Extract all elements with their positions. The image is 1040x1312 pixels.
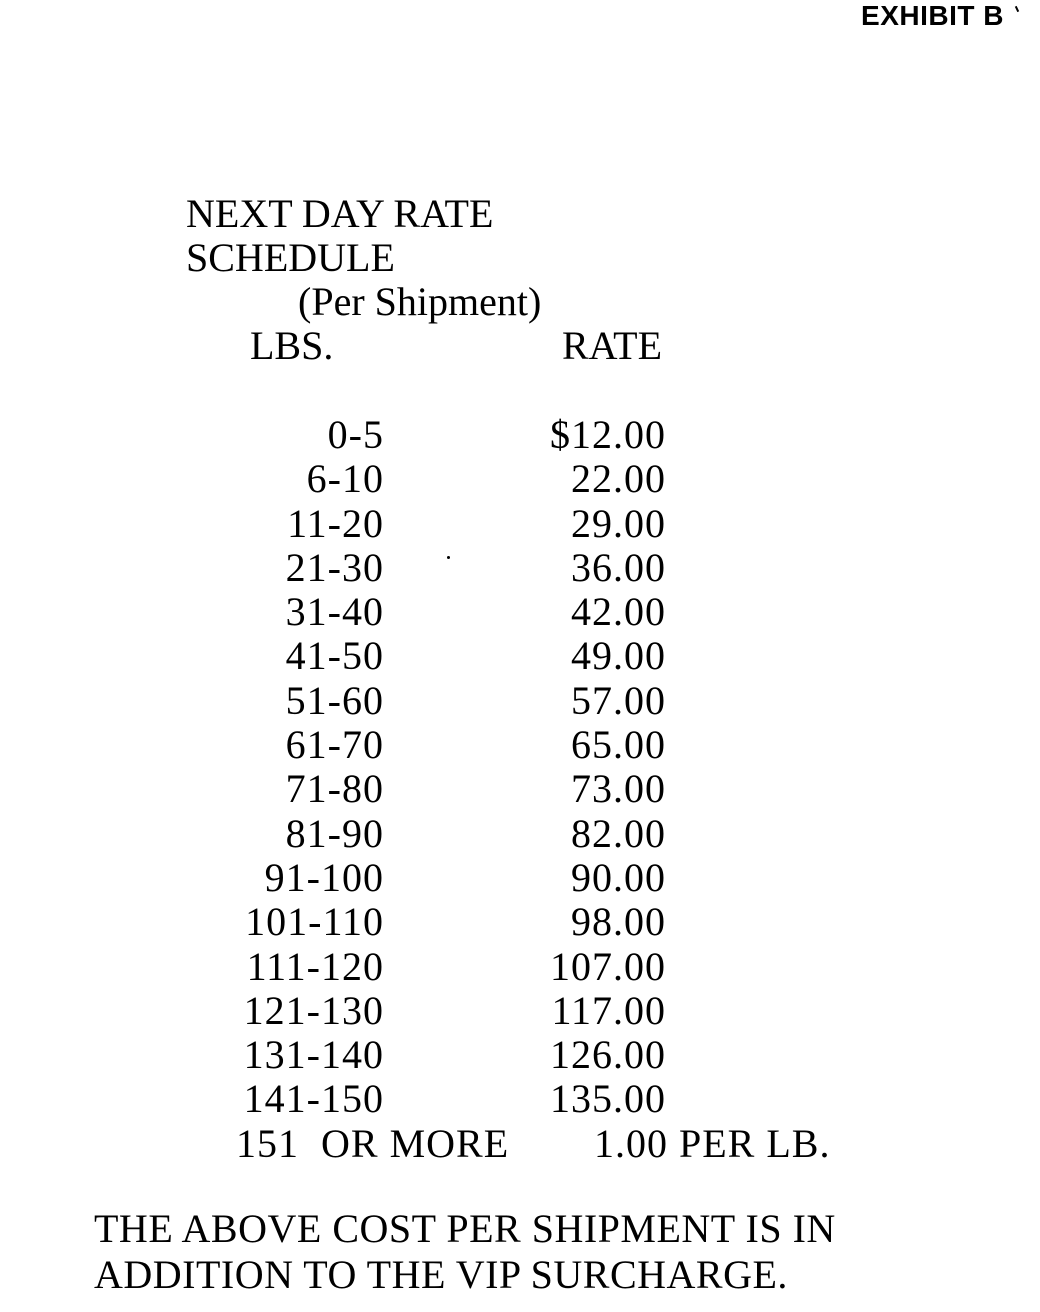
rate-row <box>0 590 1040 634</box>
rate-row <box>0 1122 1040 1166</box>
weight-range-cell: 81-90 <box>285 810 384 856</box>
rate-row <box>0 502 1040 546</box>
weight-range-cell: 21-30 <box>285 544 384 590</box>
exhibit-label: EXHIBIT B <box>861 0 1004 31</box>
column-header-rate: RATE <box>562 323 662 368</box>
document-title: NEXT DAY RATE SCHEDULE <box>186 191 494 280</box>
rate-cell: 22.00 <box>571 456 666 502</box>
weight-range-cell: 71-80 <box>285 766 384 812</box>
rate-cell: 42.00 <box>571 589 666 635</box>
rate-row <box>0 812 1040 856</box>
rate-cell: 90.00 <box>571 854 666 900</box>
rate-row <box>0 767 1040 811</box>
weight-range-cell: 121-130 <box>243 987 384 1033</box>
rate-row <box>0 679 1040 723</box>
weight-range-cell: 91-100 <box>264 854 384 900</box>
rate-cell: 29.00 <box>571 500 666 546</box>
scan-mark <box>1015 6 1019 12</box>
weight-range-cell: 61-70 <box>285 722 384 768</box>
rate-cell: 82.00 <box>571 810 666 856</box>
weight-range-cell: 11-20 <box>287 500 384 546</box>
rate-row <box>0 723 1040 767</box>
rate-cell: 57.00 <box>571 677 666 723</box>
rate-row <box>0 856 1040 900</box>
rate-row <box>0 900 1040 944</box>
rate-cell: 98.00 <box>571 899 666 945</box>
rate-cell: $12.00 <box>550 412 666 457</box>
rate-row <box>0 457 1040 501</box>
weight-range-cell: 131-140 <box>243 1032 384 1078</box>
rate-cell: 73.00 <box>571 766 666 812</box>
column-header-lbs: LBS. <box>250 323 334 368</box>
weight-range-cell: 31-40 <box>285 589 384 635</box>
weight-range-cell: 41-50 <box>285 633 384 679</box>
weight-range-cell: 141-150 <box>243 1076 384 1122</box>
footnote-line-2: ADDITION TO THE VIP SURCHARGE. <box>94 1252 788 1297</box>
weight-range-cell: 101-110 <box>245 899 384 945</box>
rate-row <box>0 634 1040 678</box>
rate-cell: 107.00 <box>550 943 666 989</box>
rate-row <box>0 546 1040 590</box>
rate-row <box>0 945 1040 989</box>
weight-range-cell: 51-60 <box>285 677 384 723</box>
rate-cell: 49.00 <box>571 633 666 679</box>
weight-range-cell: 151 OR MORE <box>236 1120 510 1166</box>
footnote-line-1: THE ABOVE COST PER SHIPMENT IS IN <box>94 1206 836 1251</box>
weight-range-cell: 6-10 <box>306 456 384 502</box>
weight-range-cell: 0-5 <box>327 412 384 457</box>
rate-row <box>0 413 1040 457</box>
rate-row <box>0 1077 1040 1121</box>
title-block <box>186 192 706 324</box>
document-subtitle: (Per Shipment) <box>298 279 542 324</box>
rate-row <box>0 1033 1040 1077</box>
rate-cell: 36.00 <box>571 544 666 590</box>
rate-cell: 126.00 <box>550 1032 666 1078</box>
rate-row <box>0 989 1040 1033</box>
rate-cell: 1.00 PER LB. <box>594 1120 831 1166</box>
rate-table <box>0 413 1040 1166</box>
weight-range-cell: 111-120 <box>246 943 384 989</box>
footnote <box>94 1206 994 1298</box>
rate-cell: 65.00 <box>571 722 666 768</box>
rate-cell: 117.00 <box>551 987 666 1033</box>
rate-cell: 135.00 <box>550 1076 666 1122</box>
